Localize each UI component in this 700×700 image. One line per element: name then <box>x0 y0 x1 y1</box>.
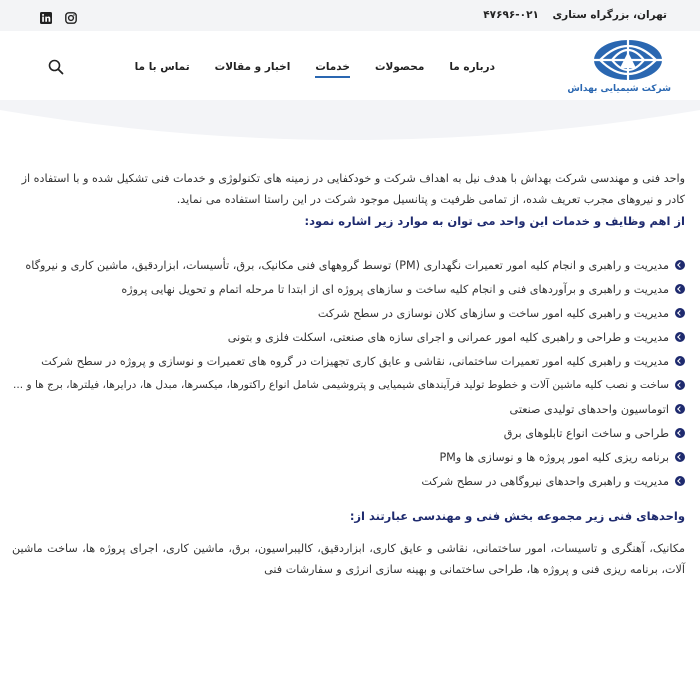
list-item: ساخت و نصب کلیه ماشین آلات و خطوط تولید فرآیندهای شیمیایی و پتروشیمی شامل انواع راکتورها، میکسرها، مبدل ها، درایرها، فیلترها، برج ها و ... <box>12 373 685 397</box>
phone-number[interactable]: ۰۲۱-۴۷۶۹۶ <box>483 9 539 21</box>
list-item: اتوماسیون واحدهای تولیدی صنعتی <box>12 397 685 421</box>
location-text: تهران، بزرگراه ستاری <box>552 9 667 21</box>
chevron-circle-icon <box>675 284 685 294</box>
list-item: مدیریت و راهبری کلیه امور تعمیرات ساختمانی، نقاشی و عایق کاری تجهیزات در گروه های تعمیرات و نوسازی و پروژه در سطح شرکت <box>12 349 685 373</box>
chevron-circle-icon <box>675 476 685 486</box>
chevron-circle-icon <box>675 452 685 462</box>
main-content <box>12 168 685 580</box>
instagram-icon[interactable] <box>65 9 77 21</box>
list-item: مدیریت و راهبری و انجام کلیه امور تعمیرات نگهداری (PM) توسط گروههای فنی مکانیک، برق، تأسیسات، ابزاردقیق، ماشین کاری و نیروگاه <box>12 253 685 277</box>
contact-info <box>483 9 667 21</box>
nav-about[interactable]: درباره ما <box>449 61 495 73</box>
list-item: مدیریت و راهبری کلیه امور ساخت و سازهای کلان نوسازی در سطح شرکت <box>12 301 685 325</box>
list-item: مدیریت و راهبری واحدهای نیروگاهی در سطح شرکت <box>12 469 685 493</box>
chevron-circle-icon <box>675 308 685 318</box>
logo-icon <box>592 38 664 82</box>
chevron-circle-icon <box>675 404 685 414</box>
list-item: مدیریت و طراحی و راهبری کلیه امور عمرانی و اجرای سازه های صنعتی، اسکلت فلزی و بتونی <box>12 325 685 349</box>
chevron-circle-icon <box>675 428 685 438</box>
company-name: شرکت شیمیایی بهداش <box>567 84 671 94</box>
chevron-circle-icon <box>675 380 685 390</box>
intro-paragraph: واحد فنی و مهندسی شرکت بهداش با هدف نیل به اهداف شرکت و خودکفایی در زمینه های تکنولوژی و خدمات فنی تشکیل شده و با استفاده از کادر و نیروهای مجرب تعریف شده، از تمامی ظرفیت و پتانسیل موجود شرکت در این راستا استفاده می نماید. <box>21 172 685 206</box>
chevron-circle-icon <box>675 332 685 342</box>
main-nav <box>135 61 495 78</box>
services-list <box>12 253 685 493</box>
top-bar <box>0 0 700 31</box>
units-heading: واحدهای فنی زیر مجموعه بخش فنی و مهندسی عبارتند از: <box>349 509 685 523</box>
list-item: طراحی و ساخت انواع تابلوهای برق <box>12 421 685 445</box>
nav-contact[interactable]: تماس با ما <box>134 61 190 73</box>
chevron-circle-icon <box>675 356 685 366</box>
site-header <box>0 31 700 105</box>
list-item: برنامه ریزی کلیه امور پروژه ها و نوسازی ها وPM <box>12 445 685 469</box>
header-curve <box>0 100 700 160</box>
nav-products[interactable]: محصولات <box>374 61 425 73</box>
services-heading: از اهم وظایف و خدمات این واحد می توان به موارد زیر اشاره نمود: <box>304 214 685 228</box>
nav-services[interactable]: خدمات <box>315 61 350 78</box>
company-logo[interactable] <box>567 38 671 100</box>
list-item: مدیریت و راهبری و برآوردهای فنی و انجام کلیه ساخت و سازهای پروژه ای از ابتدا تا مرحله اتمام و تحویل نهایی پروژه <box>12 277 685 301</box>
nav-news[interactable]: اخبار و مقالات <box>214 61 291 73</box>
search-icon[interactable] <box>48 59 64 75</box>
units-paragraph: مکانیک، آهنگری و تاسیسات، امور ساختمانی، نقاشی و عایق کاری، ابزاردقیق، کالیبراسیون، برق، ماشین کاری، اجرای پروژه ها، ساخت ماشین آلات، برنامه ریزی فنی و پروژه ها، طراحی ساختمانی و بهینه سازی انرژی و سفارشات فنی <box>12 542 685 576</box>
linkedin-icon[interactable] <box>40 9 52 21</box>
social-links <box>40 9 77 21</box>
chevron-circle-icon <box>675 260 685 270</box>
